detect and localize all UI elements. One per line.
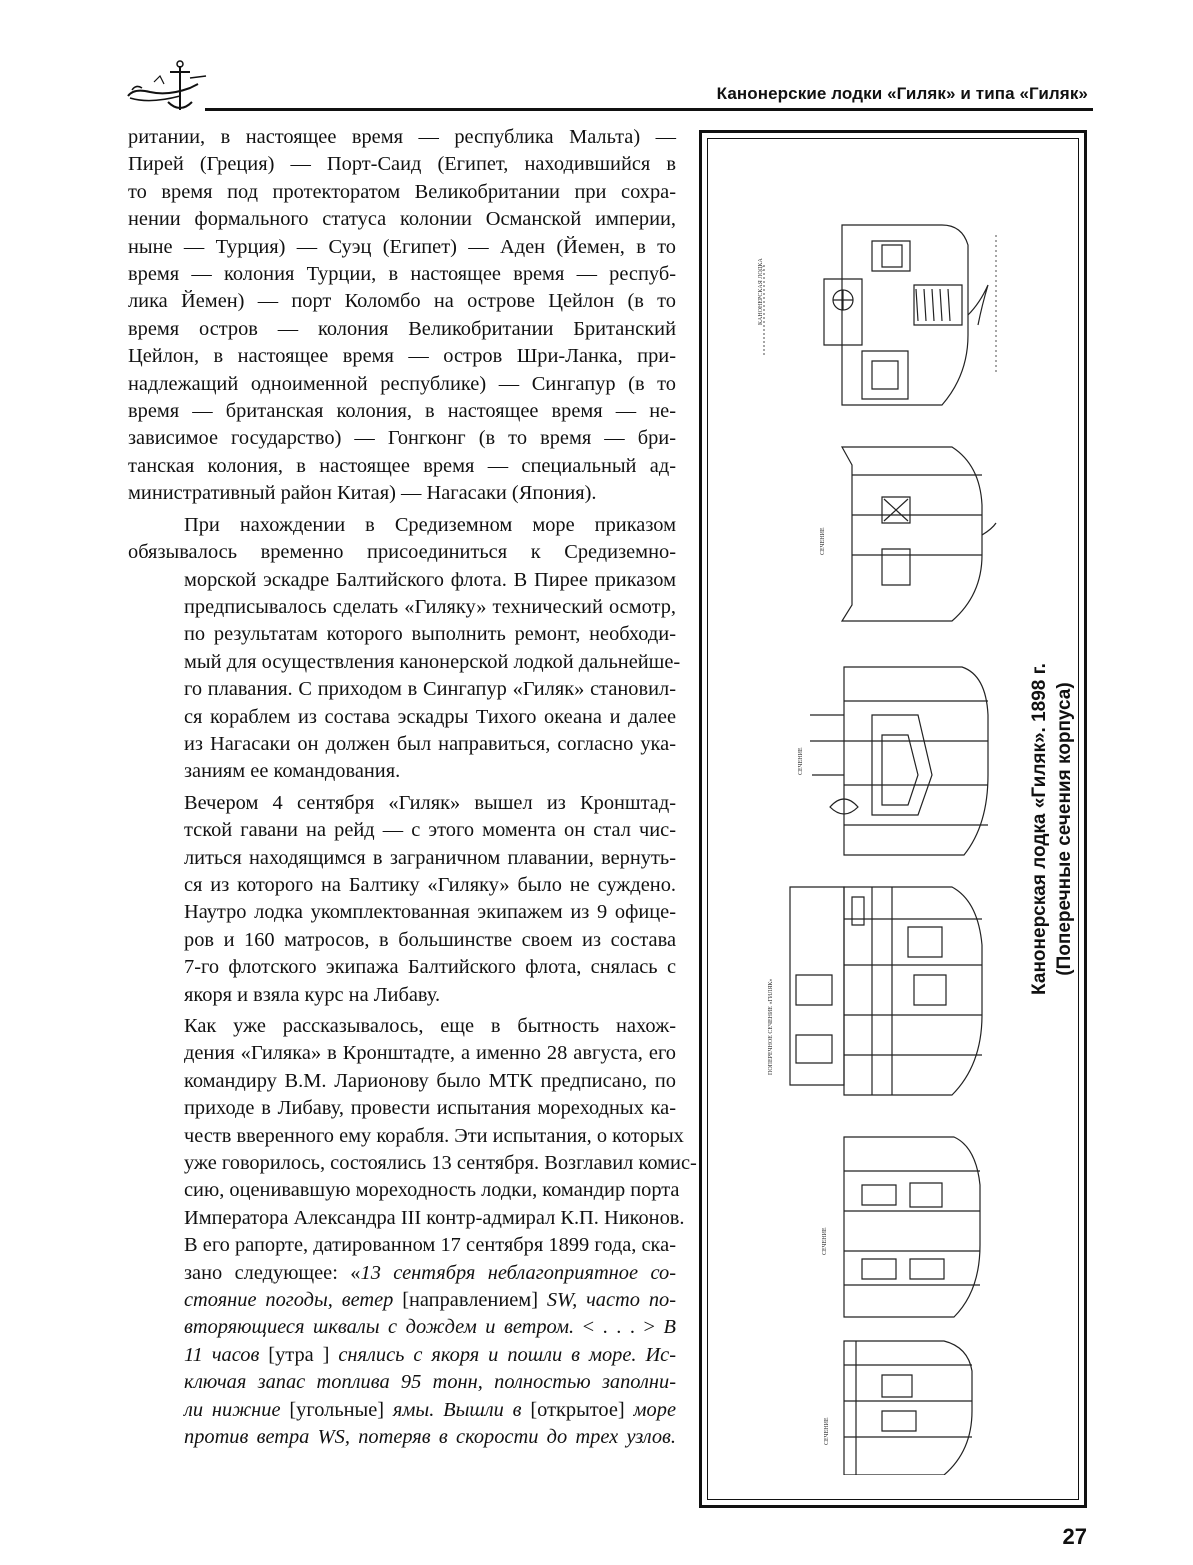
svg-text:СЕЧЕНИЕ: СЕЧЕНИЕ	[798, 747, 804, 775]
text-line	[128, 1260, 676, 1287]
quote-text: SW, часто по-	[537, 1289, 677, 1312]
quote-text: вторяющиеся шквалы с дождем и ветром.	[184, 1316, 583, 1339]
page-number: 27	[1062, 1524, 1087, 1549]
text-line: дения «Гиляка» в Кронштадте, а именно 28 августа, его	[184, 1042, 676, 1065]
quote-text: снялись с якоря и пошли в море. Ис-	[329, 1343, 677, 1366]
quote-text: ли нижние	[184, 1398, 290, 1421]
text-line: ныне — Турция) — Суэц (Египет) — Аден (Йемен, в то	[128, 235, 676, 258]
caption-title: Канонерская лодка «Гиляк». 1898 г.	[1029, 663, 1050, 995]
text-line: то время под протекторатом Великобритании при сохра-	[128, 180, 676, 203]
figure-caption	[1022, 519, 1082, 1139]
anchor-ship-logo-icon	[120, 58, 210, 114]
body-text-column	[128, 124, 697, 1452]
figure-inner-frame	[707, 138, 1079, 1500]
text-line: из Нагасаки он должен был направиться, согласно ука-	[184, 732, 676, 755]
text-run: зано следующее: «	[184, 1261, 361, 1284]
cross-section-2	[820, 447, 996, 621]
text-line: уже говорилось, состоялись 13 сентября. Возглавил комис-	[184, 1152, 697, 1175]
figure-caption-text	[1027, 519, 1077, 1139]
text-line: сию, оценивавшую мореходность лодки, командир порта	[184, 1179, 680, 1202]
text-line: танская колония, в настоящее время — специальный ад-	[128, 454, 676, 477]
paragraph-1	[128, 124, 676, 508]
text-line: заниям ее командования.	[184, 760, 401, 783]
header-divider	[205, 108, 1093, 111]
hull-cross-sections-drawing	[732, 175, 1022, 1475]
text-line: мый для осуществления канонерской лодкой дальнейше-	[184, 650, 681, 673]
text-line: Вечером 4 сентября «Гиляк» вышел из Кронштад-	[184, 791, 676, 814]
text-line: якоря и взяла курс на Либаву.	[184, 983, 441, 1006]
quote-text: 11 часов	[184, 1343, 269, 1366]
text-line: При нахождении в Средиземном море приказом	[184, 513, 676, 536]
text-line: по результатам которого выполнить ремонт, необходи-	[184, 623, 676, 646]
text-line: морской эскадре Балтийского флота. В Пирее приказом	[184, 568, 676, 591]
paragraph-4	[128, 1013, 697, 1452]
text-line: го плавания. С приходом в Сингапур «Гиляк» становил-	[184, 678, 676, 701]
text-line: ся из которого на Балтику «Гиляку» было не суждено.	[184, 873, 676, 896]
page-header	[0, 0, 1193, 120]
quote-text: ямы. Вышли в	[384, 1398, 531, 1421]
text-line: литься находящимся в заграничном плавании, вернуть-	[184, 846, 676, 869]
cross-section-6	[824, 1341, 972, 1475]
svg-text:СЕЧЕНИЕ: СЕЧЕНИЕ	[822, 1227, 828, 1255]
text-line: время — британская колония, в настоящее время — не-	[128, 400, 676, 423]
text-line: время остров — колония Великобритании Британский	[128, 317, 676, 340]
svg-text:КАНОНЕРСКАЯ ЛОДКА: КАНОНЕРСКАЯ ЛОДКА	[758, 258, 764, 325]
text-line: ся кораблем из состава эскадры Тихого океана и далее	[184, 705, 676, 728]
text-line: нении формального статуса колонии Османской империи,	[128, 208, 676, 231]
text-line: приходе в Либаву, провести испытания мореходных ка-	[184, 1097, 676, 1120]
text-line: Цейлон, в настоящее время — остров Шри-Ланка, при-	[128, 345, 676, 368]
quote-text: море	[624, 1398, 676, 1421]
paragraph-2	[128, 512, 681, 786]
text-line: командиру В.М. Ларионову было МТК предписано, по	[184, 1069, 676, 1092]
text-line: ров и 160 матросов, в большинстве своем из состава	[184, 928, 676, 951]
text-line	[128, 1369, 676, 1396]
editorial-insert: [утра ]	[268, 1343, 330, 1366]
text-line: лика Йемен) — порт Коломбо на острове Цейлон (в то	[128, 290, 676, 313]
text-line: время — колония Турции, в настоящее время — респуб-	[128, 263, 676, 286]
text-line: надлежащий одноименной республике) — Сингапур (в то	[128, 372, 676, 395]
editorial-insert: [открытое]	[530, 1398, 625, 1421]
editorial-insert: [направлением]	[402, 1289, 538, 1312]
quote-text: против ветра WS, потеряв в скорости до трех узлов.	[184, 1426, 676, 1449]
figure-frame	[699, 130, 1087, 1508]
text-line: 7-го флотского экипажа Балтийского флота, снялась с	[184, 956, 676, 979]
caption-subtitle: (Поперечные сечения корпуса)	[1054, 682, 1075, 976]
text-line: тской гавани на рейд — с этого момента он стал чис-	[184, 819, 676, 842]
text-line	[128, 1424, 676, 1451]
text-line: В его рапорте, датированном 17 сентября 1899 года, ска-	[184, 1234, 676, 1257]
text-line: честв вверенного ему корабля. Эти испытания, о которых	[184, 1124, 684, 1147]
svg-text:СЕЧЕНИЕ: СЕЧЕНИЕ	[824, 1417, 830, 1445]
svg-text:СЕЧЕНИЕ: СЕЧЕНИЕ	[820, 527, 826, 555]
quote-text: 13 сентября неблагоприятное со-	[360, 1261, 676, 1284]
running-title: Канонерские лодки «Гиляк» и типа «Гиляк»	[716, 84, 1088, 103]
cross-section-4	[768, 887, 982, 1095]
quote-text: стояние погоды, ветер	[184, 1289, 403, 1312]
editorial-insert: < . . . >	[582, 1316, 656, 1339]
text-line: Пирей (Греция) — Порт-Саид (Египет, находившийся в	[128, 153, 676, 176]
text-line	[128, 1287, 676, 1314]
editorial-insert: [угольные]	[289, 1398, 385, 1421]
paragraph-3	[128, 790, 676, 1009]
cross-section-3	[798, 667, 988, 855]
text-line: Наутро лодка укомплектованная экипажем из 9 офице-	[184, 901, 676, 924]
cross-section-1	[758, 225, 996, 405]
text-line: ритании, в настоящее время — республика Мальта) —	[128, 126, 676, 148]
text-line: Императора Александра III контр-адмирал К.П. Никонов.	[184, 1206, 685, 1229]
text-line: обязывалось временно присоединиться к Средиземно-	[128, 541, 676, 564]
cross-section-5	[822, 1137, 980, 1317]
text-line	[128, 1314, 676, 1341]
quote-text: ключая запас топлива 95 тонн, полностью заполни-	[184, 1371, 676, 1394]
text-line: зависимое государство) — Гонгконг (в то время — бри-	[128, 427, 676, 450]
quote-text: В	[655, 1316, 677, 1339]
text-line: министративный район Китая) — Нагасаки (Япония).	[128, 482, 597, 505]
svg-text:ПОПЕРЕЧНОЕ СЕЧЕНИЕ «ГИЛЯК»: ПОПЕРЕЧНОЕ СЕЧЕНИЕ «ГИЛЯК»	[768, 978, 774, 1075]
text-line	[128, 1397, 676, 1424]
text-line: предписывалось сделать «Гиляку» технический осмотр,	[184, 595, 676, 618]
text-line	[128, 1342, 676, 1369]
text-line: Как уже рассказывалось, еще в бытность нахож-	[184, 1015, 676, 1037]
